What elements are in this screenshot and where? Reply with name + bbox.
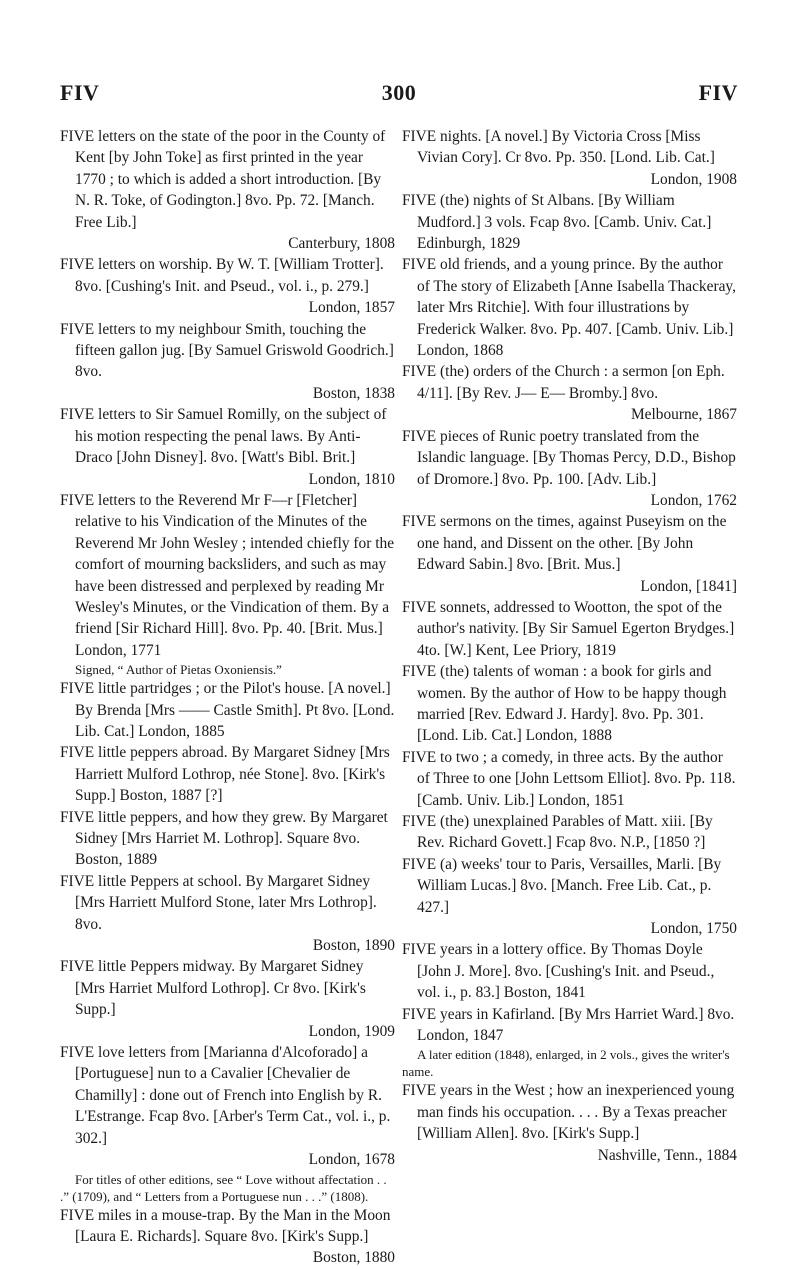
entry-imprint: London, 1909 bbox=[308, 1022, 395, 1040]
entry-text: FIVE (the) unexplained Parables of Matt. xiii. [By Rev. Richard Govett.] Fcap 8vo. N.P., [1850 ?] bbox=[402, 813, 713, 852]
entry-text: FIVE miles in a mouse-trap. By the Man in the Moon [Laura E. Richards]. Square 8vo. [Kirk's Supp.] bbox=[60, 1206, 391, 1245]
entry-text: FIVE sonnets, addressed to Wootton, the spot of the author's nativity. [By Sir Samuel Egerton Brydges.] 4to. [W.] Kent, Lee Priory, 1819 bbox=[402, 598, 735, 659]
entry-text: FIVE letters on worship. By W. T. [William Trotter]. 8vo. [Cushing's Init. and Pseud., vol. i., p. 279.] bbox=[60, 256, 384, 295]
catalogue-entry bbox=[402, 426, 737, 512]
entry-text: FIVE letters to the Reverend Mr F—r [Fletcher] relative to his Vindication of the Minutes of the Reverend Mr John Wesley ; intended chiefly for the comfort of mourning backsliders, and such as may have been distressed and perplexed by reading Mr Wesley's Minutes, or the Vindication of them. By a friend [Sir Richard Hill]. 8vo. Pp. 40. [Brit. Mus.] London, 1771 bbox=[60, 491, 395, 659]
entry-imprint: London, 1857 bbox=[308, 299, 395, 317]
entry-imprint: London, 1762 bbox=[650, 491, 737, 509]
entry-text: FIVE pieces of Runic poetry translated from the Islandic language. [By Thomas Percy, D.D., Bishop of Dromore.] 8vo. Pp. 100. [Adv. Lib.] bbox=[402, 427, 736, 488]
entry-imprint: London, 1678 bbox=[308, 1151, 395, 1169]
entry-imprint: London, 1750 bbox=[650, 920, 737, 938]
entry-text: FIVE years in the West ; how an inexperienced young man finds his occupation. . . . By a Texas preacher [William Allen]. 8vo. [Kirk's Supp.] bbox=[402, 1082, 735, 1143]
entry-note: For titles of other editions, see “ Love without affectation . . .” (1709), and “ Letters from a Portuguese nun . . .” (1808). bbox=[60, 1171, 387, 1204]
entry-text: FIVE sermons on the times, against Puseyism on the one hand, and Dissent on the other. [By John Edward Sabin.] 8vo. [Brit. Mus.] bbox=[402, 513, 727, 574]
catalogue-entry bbox=[60, 319, 395, 405]
catalogue-entry bbox=[60, 742, 395, 806]
entry-text: FIVE (the) talents of woman : a book for girls and women. By the author of How to be happy though married [Rev. Edward J. Hardy]. 8vo. Pp. 301. [Lond. Lib. Cat.] London, 1888 bbox=[402, 663, 727, 745]
entry-text: FIVE little peppers, and how they grew. By Margaret Sidney [Mrs Harriet M. Lothrop]. Square 8vo. Boston, 1889 bbox=[60, 808, 388, 869]
catalogue-entry bbox=[402, 597, 737, 661]
entry-imprint: Boston, 1890 bbox=[312, 937, 395, 955]
catalogue-entry bbox=[60, 807, 395, 871]
entry-text: FIVE (the) orders of the Church : a sermon [on Eph. 4/11]. [By Rev. J— E— Bromby.] 8vo. bbox=[402, 363, 725, 402]
entry-text: FIVE letters on the state of the poor in the County of Kent [by John Toke] as first printed in the year 1770 ; to which is added a short introduction. [By N. R. Toke, of Godington.] 8vo. Pp. 72. [Manch. Free Lib.] bbox=[60, 128, 386, 231]
right-column bbox=[402, 126, 737, 1166]
catalogue-entry bbox=[60, 1042, 395, 1170]
catalogue-entry bbox=[60, 871, 395, 957]
page-number: 300 bbox=[381, 80, 417, 105]
entry-imprint: Nashville, Tenn., 1884 bbox=[597, 1146, 737, 1164]
entry-text: FIVE little Peppers at school. By Margaret Sidney [Mrs Harriett Mulford Stone, later Mrs Lothrop]. 8vo. bbox=[60, 872, 377, 933]
entry-imprint: London, 1908 bbox=[650, 170, 737, 188]
running-header bbox=[60, 80, 738, 106]
catalogue-entry bbox=[402, 361, 737, 425]
entry-note: A later edition (1848), enlarged, in 2 vols., gives the writer's name. bbox=[402, 1047, 730, 1080]
catalogue-entry bbox=[402, 511, 737, 597]
entry-imprint: Boston, 1838 bbox=[312, 384, 395, 402]
entry-text: FIVE to two ; a comedy, in three acts. By the author of Three to one [John Lettsom Elliot]. 8vo. Pp. 118. [Camb. Univ. Lib.] London, 1851 bbox=[402, 748, 736, 809]
catalogue-entry bbox=[60, 490, 395, 661]
entry-imprint: Melbourne, 1867 bbox=[630, 406, 737, 424]
entry-text: FIVE little partridges ; or the Pilot's house. [A novel.] By Brenda [Mrs —— Castle Smith]. Pt 8vo. [Lond. Lib. Cat.] London, 1885 bbox=[60, 680, 395, 740]
entry-text: FIVE letters to my neighbour Smith, touching the fifteen gallon jug. [By Samuel Griswold Goodrich.] 8vo. bbox=[60, 320, 394, 381]
entry-text: FIVE little Peppers midway. By Margaret Sidney [Mrs Harriet Mulford Lothrop]. Cr 8vo. [Kirk's Supp.] bbox=[60, 958, 366, 1019]
entry-imprint: London, 1810 bbox=[308, 470, 395, 488]
entry-text: FIVE love letters from [Marianna d'Alcoforado] a [Portuguese] nun to a Cavalier [Chevalier de Chamilly] : done out of French into English by R. L'Estrange. Fcap 8vo. [Arber's Term Cat., vol. i., p. 302.] bbox=[60, 1044, 391, 1147]
entry-imprint: Canterbury, 1808 bbox=[288, 235, 395, 253]
entry-text: FIVE nights. [A novel.] By Victoria Cross [Miss Vivian Cory]. Cr 8vo. Pp. 350. [Lond. Lib. Cat.] bbox=[402, 128, 715, 167]
catalogue-entry bbox=[402, 661, 737, 747]
entry-imprint: Boston, 1880 bbox=[312, 1249, 395, 1267]
entry-imprint: London, [1841] bbox=[640, 577, 737, 595]
catalogue-entry bbox=[402, 126, 737, 190]
catalogue-entry bbox=[402, 854, 737, 940]
entry-text: FIVE years in a lottery office. By Thomas Doyle [John J. More]. 8vo. [Cushing's Init. and Pseud., vol. i., p. 83.] Boston, 1841 bbox=[402, 941, 715, 1002]
catalogue-entry bbox=[402, 747, 737, 811]
catalogue-entry bbox=[402, 811, 737, 854]
catalogue-entry bbox=[402, 939, 737, 1003]
entry-text: FIVE little peppers abroad. By Margaret Sidney [Mrs Harriett Mulford Lothrop, née Stone]. 8vo. [Kirk's Supp.] Boston, 1887 [?] bbox=[60, 744, 390, 805]
catalogue-entry bbox=[402, 190, 737, 254]
catalogue-entry bbox=[60, 404, 395, 490]
catalogue-entry bbox=[402, 254, 737, 361]
catalogue-entry bbox=[60, 956, 395, 1042]
catalogue-entry bbox=[402, 1004, 737, 1047]
catalogue-entry bbox=[60, 1205, 395, 1269]
left-column bbox=[60, 126, 395, 1269]
entry-note: Signed, “ Author of Pietas Oxoniensis.” bbox=[75, 662, 282, 678]
entry-text: FIVE old friends, and a young prince. By the author of The story of Elizabeth [Anne Isabella Thackeray, later Mrs Ritchie]. With four illustrations by Frederick Walker. 8vo. Pp. 407. [Camb. Univ. Lib.] London, 1868 bbox=[402, 256, 736, 360]
header-right-guide: FIV bbox=[698, 80, 738, 105]
entry-text: FIVE (a) weeks' tour to Paris, Versailles, Marli. [By William Lucas.] 8vo. [Manch. Free Lib. Cat., p. 427.] bbox=[402, 855, 722, 916]
entry-text: FIVE letters to Sir Samuel Romilly, on the subject of his motion respecting the penal laws. By Anti-Draco [John Disney]. 8vo. [Watt's Bibl. Brit.] bbox=[60, 406, 387, 467]
catalogue-entry bbox=[60, 678, 395, 742]
catalogue-entry bbox=[402, 1080, 737, 1166]
catalogue-entry bbox=[60, 126, 395, 254]
entry-text: FIVE (the) nights of St Albans. [By William Mudford.] 3 vols. Fcap 8vo. [Camb. Univ. Cat.] Edinburgh, 1829 bbox=[402, 192, 712, 253]
catalogue-entry bbox=[60, 254, 395, 318]
entry-text: FIVE years in Kafirland. [By Mrs Harriet Ward.] 8vo. London, 1847 bbox=[402, 1005, 735, 1045]
header-left-guide: FIV bbox=[60, 80, 100, 105]
